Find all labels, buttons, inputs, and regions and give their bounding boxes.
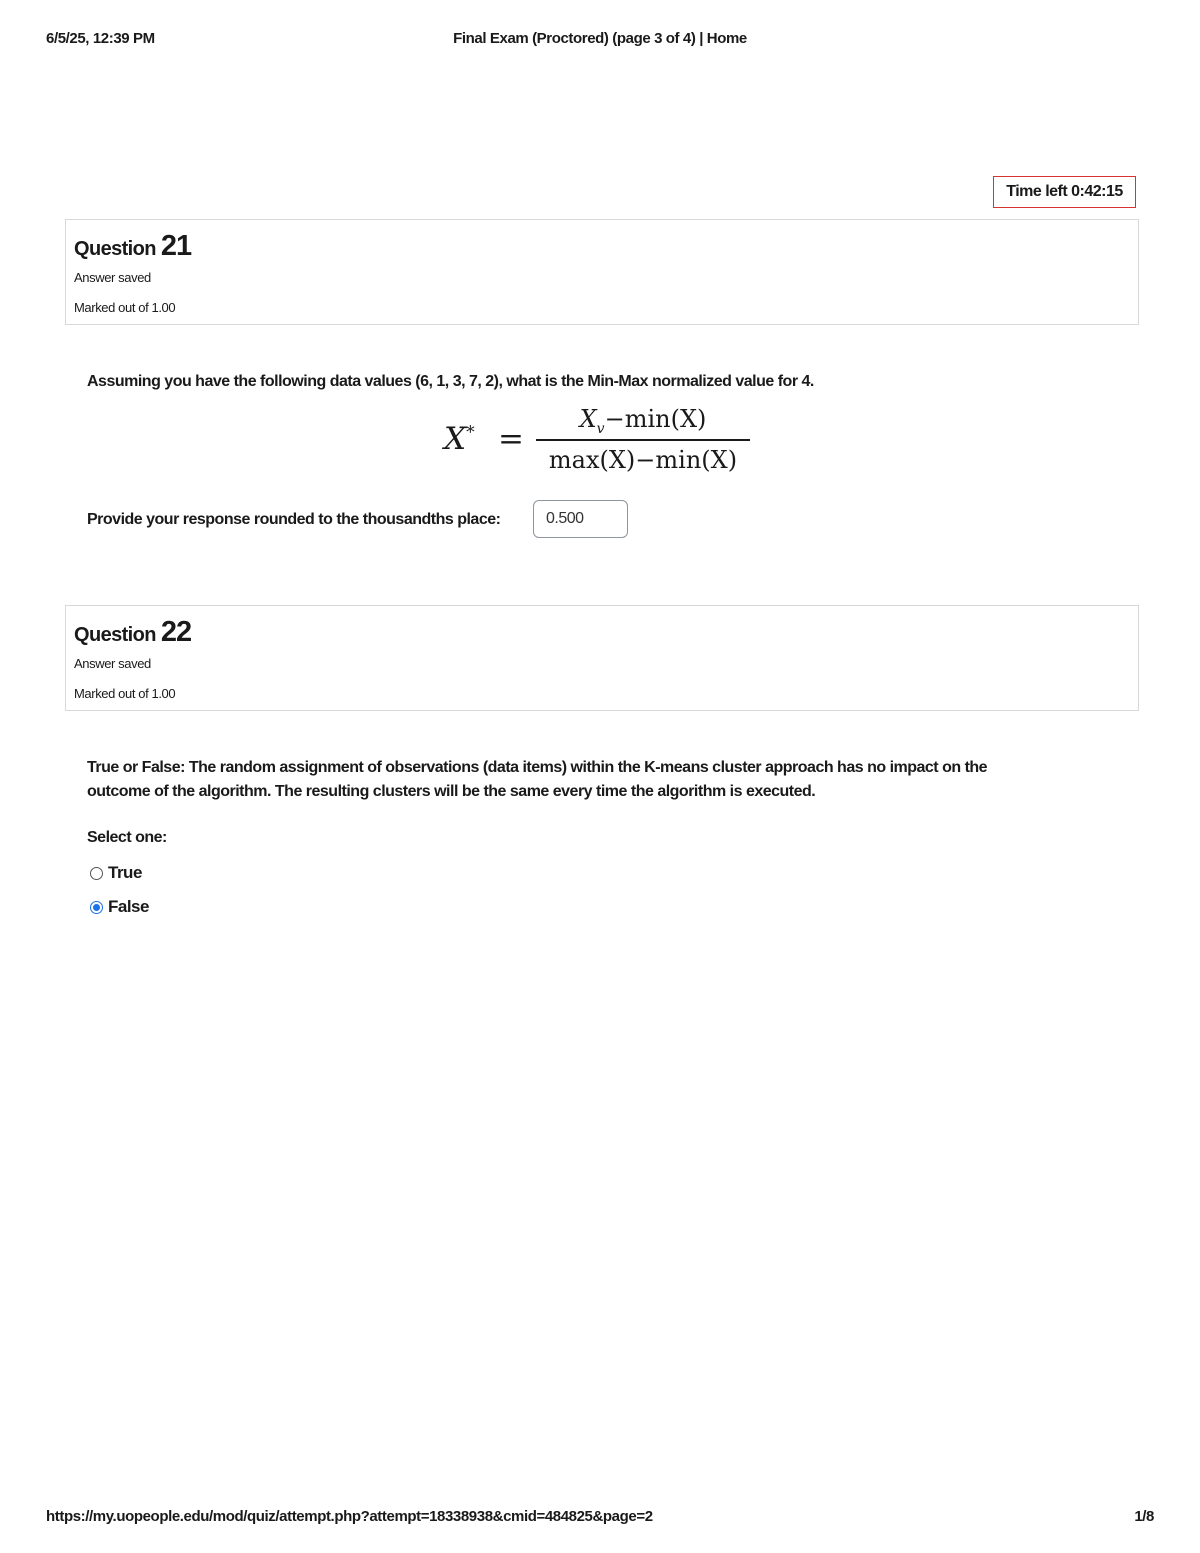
print-header xyxy=(46,30,1154,50)
formula-denominator: max(X)−min(X) xyxy=(548,446,738,474)
formula-equals: = xyxy=(498,421,524,457)
response-prompt: Provide your response rounded to the thousandths place: xyxy=(87,511,501,528)
print-page-title: Final Exam (Proctored) (page 3 of 4) | Home xyxy=(453,30,747,47)
question-grade: Marked out of 1.00 xyxy=(74,686,176,701)
radio-false[interactable] xyxy=(90,901,103,914)
question-number: Question 22 xyxy=(74,616,192,648)
print-datetime: 6/5/25, 12:39 PM xyxy=(46,30,155,47)
print-page-number: 1/8 xyxy=(1134,1508,1154,1525)
select-one-prompt: Select one: xyxy=(87,829,167,846)
question-number: Question 21 xyxy=(74,230,192,262)
question-text-21: Assuming you have the following data values (6, 1, 3, 7, 2), what is the Min-Max normalized value for 4. xyxy=(87,373,814,390)
question-state: Answer saved xyxy=(74,656,151,671)
answer-input[interactable] xyxy=(533,500,628,538)
question-text-22-line1: True or False: The random assignment of observations (data items) within the K-means cluster approach has no impact on the xyxy=(87,759,988,776)
option-label: False xyxy=(108,897,149,916)
question-text-22-line2: outcome of the algorithm. The resulting clusters will be the same every time the algorithm is executed. xyxy=(87,783,816,800)
min-max-formula xyxy=(444,405,754,480)
question-state: Answer saved xyxy=(74,270,151,285)
print-url: https://my.uopeople.edu/mod/quiz/attempt.php?attempt=18338938&cmid=484825&page=2 xyxy=(46,1508,653,1525)
option-false[interactable] xyxy=(90,896,149,918)
question-info-21 xyxy=(65,219,1139,325)
option-true[interactable] xyxy=(90,862,142,884)
radio-true[interactable] xyxy=(90,867,103,880)
formula-numerator: $X_v-\min(X)$ xyxy=(579,405,707,437)
question-grade: Marked out of 1.00 xyxy=(74,300,176,315)
formula-lhs: X* xyxy=(444,421,475,457)
option-label: True xyxy=(108,863,142,882)
formula-fraction-bar xyxy=(536,439,750,441)
print-footer xyxy=(46,1508,1154,1528)
question-info-22 xyxy=(65,605,1139,711)
quiz-timer: Time left 0:42:15 xyxy=(993,176,1136,208)
